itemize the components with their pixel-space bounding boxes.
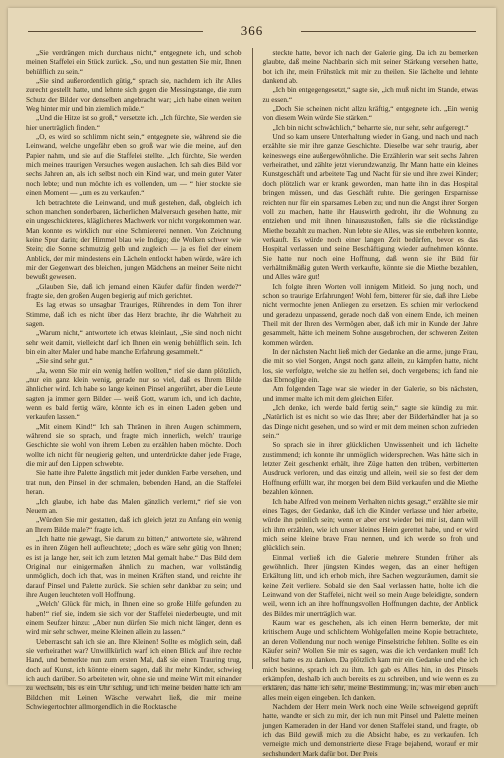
paragraph: „Warum nicht,“ antwortete ich etwas kleinlaut, „Sie sind noch nicht sehr weit damit, vielleicht darf ich Ihnen ein wenig behülflich sein. Ich bin ein alter Maler und habe manche Erfahrung gesammelt.“: [26, 328, 242, 356]
paragraph: „Mit einem Kind!“ Ich sah Thränen in ihren Augen schimmern, während sie so sprach, und fragte mich innerlich, welch' traurige Geschichte sie wohl von ihrem Leben zu erzählen haben möchte. Doch wollte ich nicht für neugierig gelten, und unterdrückte daher jede Frage, die mir auf den Lippen schwebte.: [26, 421, 242, 469]
book-page: [8, 8, 496, 758]
paragraph: So sprach sie in ihrer glücklichen Unwissenheit und ich lächelte zustimmend; ich konnte ihr unmöglich widersprechen. Was hätte sich in letzter Zeit geschenkt erhält, ihre Züge hatten den trüben, verbitterten Ausdruck verloren, und das einzig und allein, weil sie so fest der dem Hoffnung erfüllt war, ihr morgen bei dem Bild verkaufen und die Miethe bezahlen können.: [262, 440, 478, 497]
paragraph: „Glauben Sie, daß ich jemand einen Käufer dafür finden werde?“ fragte sie, den großen Augen begierig auf mich gerichtet.: [26, 281, 242, 300]
paragraph: „Ich hatte nie gewagt, Sie darum zu bitten,“ antwortete sie, während es in ihren Zügen hell aufleuchtete; „doch es wäre sehr gütig von Ihnen; es ist ja lange her, seit ich zum letzten Mal gemalt habe.“ Das Bild dem Original nur einigermaßen ähnlich zu machen, war vollständig unmöglich, doch ich that, was in meinen Kräften stand, und reichte ihr darauf Pinsel und Palette zurück. Sie schien sehr dankbar zu sein; und ihre Augen leuchteten voll Hoffnung.: [26, 533, 242, 599]
paragraph: steckte hatte, bevor ich nach der Galerie ging. Da ich zu bemerken glaubte, daß meine Nachbarin sich mit seiner Stärkung versehen hatte, bot ich ihr, mein Frühstück mit mir zu theilen. Sie lächelte und lehnte dankend ab.: [262, 48, 478, 86]
paragraph: „O, es wird so schlimm nicht sein,“ entgegnete sie, während sie die Leinwand, welche ungefähr eben so groß war wie die meine, auf den Papier nahm, und sie auf die Staffelei stellte. „Ich fürchte, Sie werden mich meines traurigen Versuches wegen auslachen. Ich sah dies Bild vor sechs Jahren an, als ich selbst noch ein Kind war, und mein guter Vater noch lebte; und nun möchte ich es vollenden, um — “ hier stockte sie einen Moment — „um es zu verkaufen.“: [26, 132, 242, 198]
paragraph: Nachdem der Herr mein Werk noch eine Weile schweigend geprüft hatte, wandte er sich zu mir, der ich nun mit Pinsel und Palette meinen jungen Kameraden in der Hand vor denen Staffelei stand, und fragte, ob ich das Bild gewiß mich zu die Absicht habe, es zu verkaufen. Ich verneigte mich und demonstrierte diese Frage bejahend, worauf er mir sechshundert Mark dafür bot. Der Preis: [262, 702, 478, 758]
paragraph: „Sie sind sehr gut.“: [36, 356, 93, 366]
paragraph: Am folgenden Tage war sie wieder in der Galerie, so bis nächsten, und immer malte ich mit dem gleichen Eifer.: [262, 384, 478, 403]
paragraph: Es lag etwas so unsagbar Trauriges, Rührendes in dem Ton ihrer Stimme, daß ich es nicht über das Herz brachte, ihr die Wahrheit zu sagen.: [26, 300, 242, 328]
page-number: 366: [235, 23, 270, 39]
paragraph: In der nächsten Nacht ließ mich der Gedanke an die arme, junge Frau, die mit so viel Sorgen, Angst noch ganz allein, zu kämpfen hatte, nicht los, sie verfolgte, welche sie zu helfen sei, doch vergebens; ich fand nie das Ebrnoglige ein.: [262, 347, 478, 385]
paragraph: „Sie sind außerordentlich gütig,“ sprach sie, nachdem ich ihr Alles zurecht gestellt hatte, und lehnte sich gegen die Messingstange, die zum Schutz der Bilder vor denselben angebracht war; „ich habe einen weiten Weg hinter mir und bin ziemlich müde.“: [26, 76, 242, 114]
paragraph: Ich betrachtete die Leinwand, und muß gestehen, daß, obgleich ich schon manchen sonderbaren, lächerlichen Malversuch gesehen hatte, mir ein ungeschickteres, kläglicheres Machwerk vor nicht vorgekommen war. Man konnte es wirklich nur eine Schmiererei nennen. Von Zeichnung keine Spur darin; der Himmel blau wie Indigo; die Wolken schwer wie Stein; die Sonne schmutzig gelb und zugleich — ja es fiel der einem Anblick, der mir mindestens ein Lächeln entlockt haben würde, wäre ich mir der Gegenwart des bleichen, jungen Mädchens an meiner Seite nicht bewußt gewesen.: [26, 197, 242, 282]
column-divider: [252, 48, 253, 669]
paragraph: „Sie verdrängen mich durchaus nicht,“ entgegnete ich, und schob meinen Staffelei ein Stück zurück. „So, und nun gestatten Sie mir, Ihnen behülflich zu sein.“: [26, 48, 242, 76]
header-rule-left: [28, 31, 203, 32]
paragraph: Und so kam unsere Unterhaltung wieder in Gang, und nach und nach erzählte sie mir ihre ganze Geschichte. Dieselbe war sehr traurig, aber keineswegs eine außergewöhnliche. Die Erzählerin war seit sechs Jahren verheirathet, und zählte jetzt vierundzwanzig. Ihr Mann hatte ein kleines Kunstgeschäft und arbeitete Tag und Nacht für sie und ihre zwei Kinder; doch plötzlich war er krank geworden, man hatte ihn in das Hospital bringen müssen, und das Geschäft ruhte. Die geringen Ersparnisse reichten nur für ein sparsames Leben zu; und nun die Angst ihrer Sorgen voll zu machen, hatte ihr Hauswirth gedroht, ihr die Wohnung zu entziehen und mit ihnen hinauszustoßen, falls sie die rückständige Miethe bezahlt zu machen. Nun lebte sie Alles, was sie entbehren konnte, verkauft. Es würde noch einer langen Zeit bedürfen, bevor es das Hospital verlassen und seine Beschäftigung wieder aufnehmen könnte. Sie hatte nur noch eine Hoffnung, daß wenn sie ihr Bild für verhältnißmäßig guten Werth verkaufte, könnte sie die Miethe bezahlen, und Alles wäre gut!: [262, 132, 478, 282]
paragraph: „Ich bin nicht schwächlich,“ beharrte sie, nur sehr, sehr aufgeregt.“: [272, 122, 469, 132]
paragraph: „Ich denke, ich werde bald fertig sein,“ sagte sie kündig zu mir. „Natürlich ist es nicht so wie das Ihre; aber der Bilderhändler hat ja so das Dinge nicht gesehen, und so wird er mit dem meinen schon zufrieden sein.“: [262, 403, 478, 441]
paragraph: Einmal verließ ich die Galerie mehrere Stunden früher als gewöhnlich. Ihrer jüngsten Kindes wegen, das an einer heftigen Erkältung litt, und ich erhob mich, ihre Sachen wegzuräumen, damit sie keine Zeit verliere. Sobald sie den Saal verlassen hatte, holte ich die Leinwand von der Staffelei, nicht weil so mein Auge beleidigte, sondern weil, wenn ich an ihre hoffnungsvollen Hoffnungen dachte, der Anblick des Bildes mir unerträglich war.: [262, 552, 478, 618]
text-columns: [26, 48, 478, 758]
page-header: [28, 18, 476, 44]
paragraph: Ich folgte ihren Worten voll innigem Mitleid. So jung noch, und schon so traurige Erfahrungen! Wohl fern, bitterer für sie, daß ihre Liebe nicht vermochte jenen Anliegen zu ersetzen. Es schien mir verlockend und geradezu unpassend, gerade noch daß von einem Ende, ich meinen Theil mit der Ihren des Vermögen aber, daß ich mir in Kunde der Jahre gesammelt, hätte ich meinem Sohne ausgebrochen, der schweren Zeiten kommen würden.: [262, 281, 478, 347]
right-column: [262, 48, 479, 758]
left-column: [26, 48, 242, 712]
paragraph: „Doch Sie scheinen nicht allzu kräftig,“ entgegnete ich. „Ein wenig von diesem Wein würde Sie stärken.“: [262, 104, 478, 123]
paragraph: Sie hatte ihre Palette ängstlich mit jeder dunklen Farbe versehen, und trat nun, den Pinsel in der schmalen, bebenden Hand, an die Staffelei heran.: [26, 468, 242, 497]
paragraph: „Würden Sie mir gestatten, daß ich gleich jetzt zu Anfang ein wenig an Ihrem Bilde male?“ fragte ich.: [26, 515, 242, 534]
paragraph: Kaum war es geschehen, als ich einen Herrn bemerkte, der mit kritischem Auge und schlichtem Wohlgefallen meine Kopie betrachtete, an deren Vollendung nur noch wenige Pinselstriche fehlten. Sollte es ein Käufer sein? Wollen Sie mir es sagen, was die ich verdanken muß! Ich selbst hatte es zu danken. Da plötzlich kam mir ein Gedanke und ehe ich mich besinne, sprach ich zu ihm. Ich gab es Alles hin, in des Pinsels erkämpfen, deshalb ich auch bereits es zu schreiben, und wie wenn es zu erklären, das hätte ich sehr, meine Bestimmung, in, was mir eben auch alles mein eigen eingeben. Ich danken.: [262, 617, 478, 702]
paragraph: „Ich glaube, ich habe das Malen gänzlich verlernt,“ rief sie von Neuem an.: [26, 496, 242, 515]
paragraph: Ich habe Alfred von meinem Verhalten nichts gesagt,“ erzählte sie mir eines Tages, der Gedanke, daß ich die Kinder verlasse und hier arbeite, würde ihn peinlich sein; wenn er aber erst wieder bei mir ist, dann will ich ihm erzählen, wie ich unser kleines Heim gerettet habe, und er wird mich seine kleine brave Frau nennen, und ich werde so froh und glücklich sein.: [262, 496, 478, 553]
paragraph: „Ich bin entgegengesetzt,“ sagte sie, „ich muß nicht im Stande, etwas zu essen.“: [262, 85, 478, 104]
paragraph: Ueberrascht sah ich sie an. Ihre Kleinen! Sollte es möglich sein, daß sie verheirathet war? Unwillkürlich warf ich einen Blick auf ihre rechte Hand, und bemerkte nun zum ersten Mal, daß sie einen Trauring trug, doch auf Kunst, ich könnte einem sagen, daß ihr mehr Kinder, schwieg ich auch darüber. So arbeiteten wir, ohne sie und meine Wirt mit einander zu wechseln, bis es ein Uhr schlug, und ich meine beiden hatte ich am Bildchen mit Leinen Wäsche verwahrt ließ, die mir meine Schwiegertochter allmorgendlich in die Rocktasche: [26, 636, 242, 712]
header-rule-right: [301, 31, 476, 32]
paragraph: „Welch' Glück für mich, in Ihnen eine so große Hilfe gefunden zu haben!“ rief sie, indem sie sich vor der Staffelei niederbeugte, und mit einem Seufzer hinzu: „Aber nun dürfen Sie mich nicht länger, denn es wird mir sehr schwer, meine Kleinen allein zu lassen.“: [26, 599, 242, 637]
paragraph: „Ja, wenn Sie mir ein wenig helfen wollten,“ rief sie dann plötzlich, „nur ein ganz klein wenig, gerade nur so viel, daß es Ihrem Bilde ähnlicher wird. Ich habe so lange keinen Pinsel angerührt, aber die Leute sagten ja immer gern Bilder — weiß Gott, warum ich, und ich dachte, wenn es bald fertig wäre, könnte ich es in einen Laden geben und verkaufen lassen.“: [26, 365, 242, 422]
paragraph: „Und die Hitze ist so groß,“ versetzte ich. „Ich fürchte, Sie werden sie hier unerträglich finden.“: [26, 113, 242, 132]
